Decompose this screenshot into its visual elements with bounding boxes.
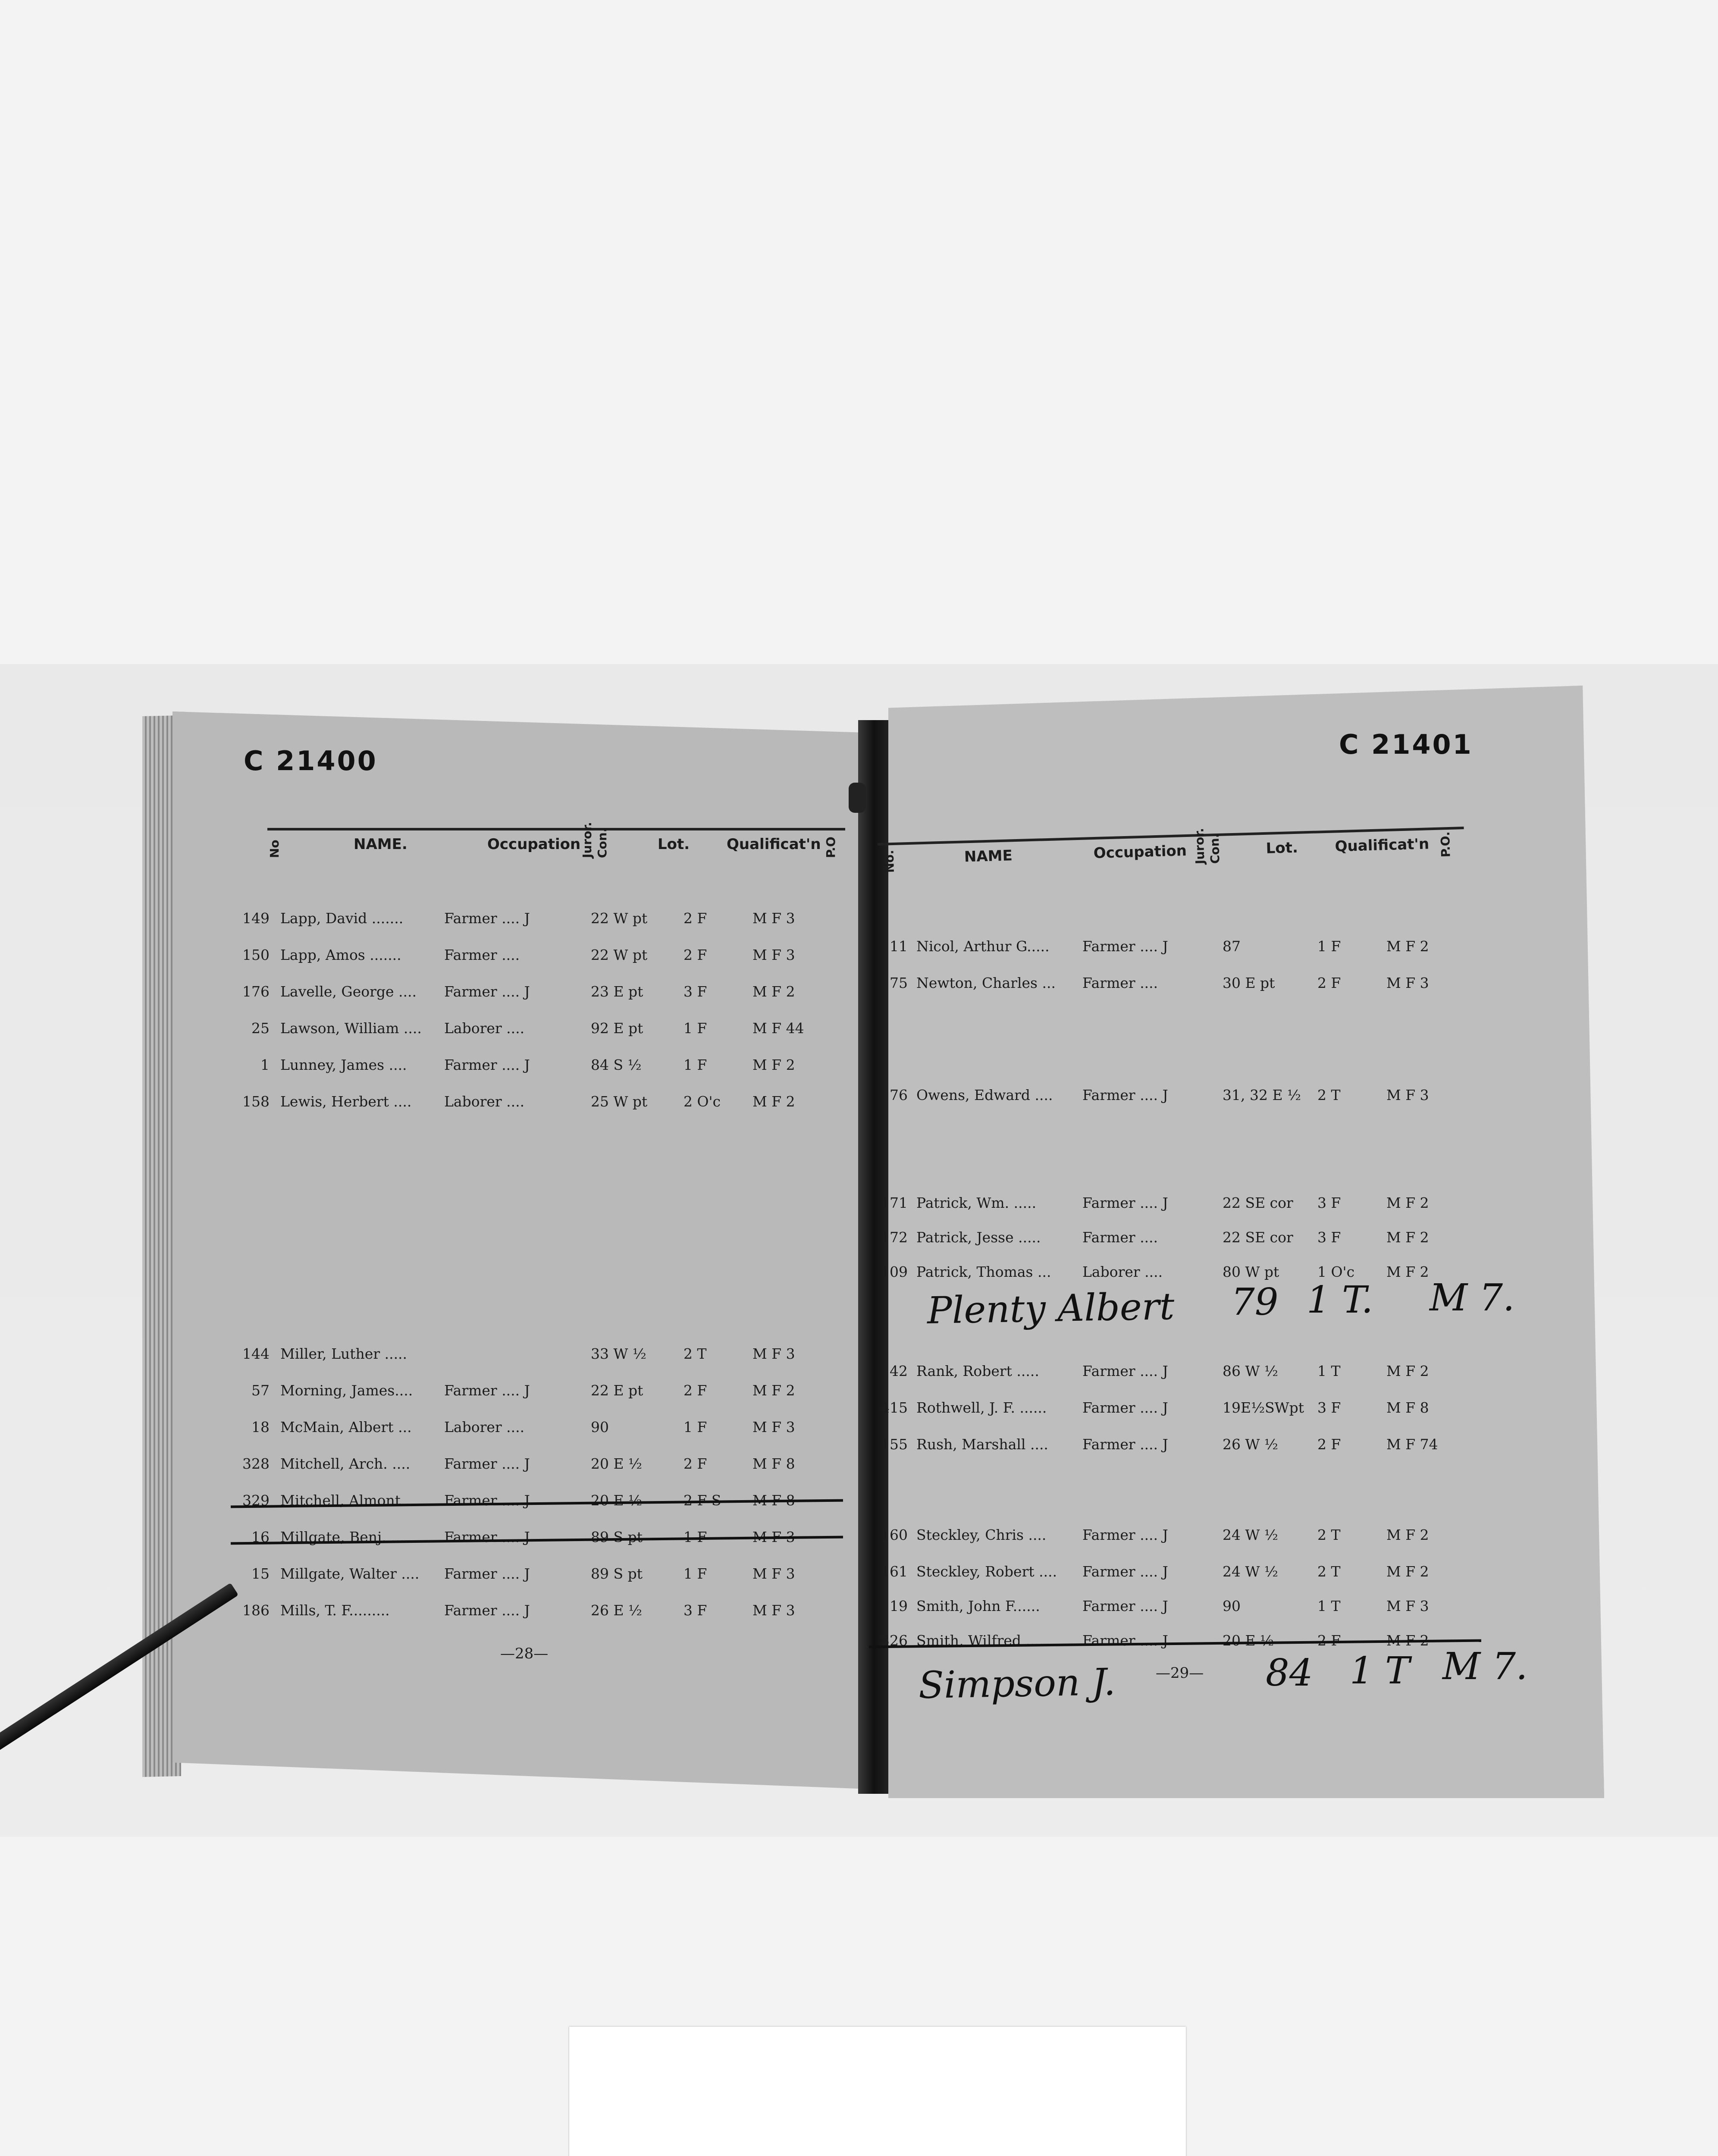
table-row: [239, 1529, 826, 1550]
cell-lot: 20 E ½: [591, 1455, 643, 1472]
cell-po: M F 8: [752, 1492, 795, 1509]
table-row: [878, 1263, 1464, 1285]
header-qualification: Qualificat'n: [1335, 835, 1430, 856]
cell-qual: 1 F: [683, 1020, 707, 1037]
cell-qual: 2 T: [683, 1345, 707, 1362]
table-row: [878, 1194, 1464, 1216]
cell-name: Steckley, Robert ....: [916, 1563, 1057, 1580]
cell-occ: Farmer .... J: [444, 1455, 530, 1472]
cell-occ: Laborer ....: [444, 1020, 525, 1037]
cell-occ: Farmer .... J: [1082, 1194, 1168, 1211]
cell-name: Mitchell, Almont ...: [280, 1492, 419, 1509]
cell-qual: 2 F: [1317, 1632, 1341, 1649]
cell-name: Lewis, Herbert ....: [280, 1093, 412, 1110]
cell-po: M F 3: [752, 1602, 795, 1619]
header-occupation: Occupation: [487, 836, 581, 853]
cell-occ: Farmer .... J: [1082, 1526, 1168, 1543]
cell-lot: 90: [1223, 1598, 1241, 1614]
cell-name: Mills, T. F.........: [280, 1602, 390, 1619]
cell-qual: 3 F: [683, 1602, 707, 1619]
cell-lot: 22 W pt: [591, 946, 648, 963]
handwritten-lot-1: 79: [1231, 1281, 1279, 1324]
cell-no: 171: [881, 1194, 908, 1211]
handwritten-name-2: Simpson J.: [918, 1661, 1116, 1707]
cell-po: M F 2: [1386, 1632, 1429, 1649]
cell-occ: Farmer .... J: [444, 910, 530, 927]
cell-po: M F 3: [1386, 1598, 1429, 1614]
cell-occ: Farmer .... J: [1082, 1087, 1168, 1103]
cell-lot: 26 E ½: [591, 1602, 643, 1619]
cell-name: Nicol, Arthur G.....: [916, 938, 1050, 955]
cell-qual: 3 F: [1317, 1399, 1341, 1416]
table-row: [239, 1382, 826, 1404]
cell-name: Lavelle, George ....: [280, 983, 417, 1000]
cell-no: 25: [251, 1020, 270, 1037]
header-no: No: [267, 840, 282, 858]
cell-no: 329: [242, 1492, 270, 1509]
cell-lot: 33 W ½: [591, 1345, 646, 1362]
cell-lot: 89 S pt: [591, 1565, 643, 1582]
cell-name: Owens, Edward ....: [916, 1087, 1053, 1103]
handwritten-qual-1: 1 T.: [1307, 1279, 1373, 1322]
cell-occ: Farmer .... J: [444, 1565, 530, 1582]
cell-po: M F 2: [752, 1093, 795, 1110]
cell-qual: 3 F: [683, 983, 707, 1000]
handwritten-lot-2: 84: [1266, 1651, 1313, 1695]
cell-po: M F 3: [752, 1529, 795, 1545]
left-table-header: [267, 822, 845, 861]
table-row: [239, 1565, 826, 1587]
cell-po: M F 2: [752, 983, 795, 1000]
cell-occ: Farmer .... J: [444, 1602, 530, 1619]
table-row: [239, 983, 826, 1005]
cell-occ: Farmer .... J: [444, 1529, 530, 1545]
cell-po: M F 3: [1386, 975, 1429, 991]
cell-no: 326: [881, 1632, 908, 1649]
cell-name: Steckley, Chris ....: [916, 1526, 1047, 1543]
cell-po: M F 74: [1386, 1436, 1438, 1453]
handwritten-name-1: Plenty Albert: [927, 1285, 1175, 1332]
table-row: [878, 1436, 1464, 1457]
cell-occ: Farmer .... J: [1082, 1363, 1168, 1379]
header-qualification: Qualificat'n: [727, 836, 821, 853]
cell-no: 172: [881, 1229, 908, 1246]
cell-qual: 2 F: [683, 910, 707, 927]
cell-qual: 3 F: [1317, 1229, 1341, 1246]
cell-name: Millgate, Walter ....: [280, 1565, 420, 1582]
cell-lot: 22 SE cor: [1223, 1194, 1293, 1211]
cell-qual: 1 F: [683, 1565, 707, 1582]
cell-lot: 89 S pt: [591, 1529, 643, 1545]
cell-qual: 1 F: [683, 1419, 707, 1435]
cell-no: 11: [890, 938, 908, 955]
cell-occ: Farmer .... J: [444, 1492, 530, 1509]
cell-no: 160: [881, 1526, 908, 1543]
cell-qual: 1 T: [1317, 1363, 1341, 1379]
header-po: P.O.: [1438, 831, 1453, 858]
cell-occ: Farmer .... J: [1082, 1632, 1168, 1649]
handwritten-po-2: M 7.: [1442, 1645, 1528, 1688]
cell-name: Smith, Wilfred ......: [916, 1632, 1053, 1649]
cell-lot: 22 W pt: [591, 910, 648, 927]
cell-lot: 92 E pt: [591, 1020, 643, 1037]
header-con: Con.: [1207, 833, 1223, 864]
cell-qual: 2 F: [683, 1382, 707, 1399]
cell-no: 158: [242, 1093, 270, 1110]
table-row: [878, 1229, 1464, 1250]
collection-label-card: [569, 2027, 1186, 2156]
cell-qual: 1 F: [683, 1056, 707, 1073]
cell-name: Mitchell, Arch. ....: [280, 1455, 411, 1472]
cell-no: 144: [242, 1345, 270, 1362]
cell-name: Smith, John F......: [916, 1598, 1040, 1614]
table-row: [878, 1399, 1464, 1421]
header-lot: Lot.: [658, 836, 690, 853]
table-row: [239, 910, 826, 931]
cell-lot: 22 SE cor: [1223, 1229, 1293, 1246]
cell-qual: 1 F: [683, 1529, 707, 1545]
handwritten-po-1: M 7.: [1430, 1276, 1515, 1319]
cell-qual: 2 F: [683, 1455, 707, 1472]
left-page-reference: C 21400: [244, 745, 378, 777]
left-page: [172, 711, 880, 1789]
header-name: NAME.: [354, 836, 408, 853]
cell-po: M F 2: [752, 1382, 795, 1399]
cell-occ: Farmer .... J: [444, 1382, 530, 1399]
cell-qual: 2 T: [1317, 1526, 1341, 1543]
cell-po: M F 44: [752, 1020, 804, 1037]
cell-lot: 24 W ½: [1223, 1563, 1278, 1580]
cell-no: 76: [890, 1087, 908, 1103]
handwritten-qual-2: 1 T: [1350, 1649, 1410, 1692]
cell-no: 150: [242, 946, 270, 963]
table-row: [878, 1363, 1464, 1384]
cell-occ: Laborer ....: [444, 1093, 525, 1110]
cell-po: M F 3: [752, 1345, 795, 1362]
cell-lot: 19E½SWpt: [1223, 1399, 1304, 1416]
cell-lot: 23 E pt: [591, 983, 643, 1000]
cell-no: 75: [890, 975, 908, 991]
cell-name: Patrick, Wm. .....: [916, 1194, 1037, 1211]
cell-po: M F 2: [752, 1056, 795, 1073]
cell-no: 109: [881, 1263, 908, 1280]
cell-lot: 90: [591, 1419, 609, 1435]
cell-qual: 2 T: [1317, 1563, 1341, 1580]
cell-qual: 1 T: [1317, 1598, 1341, 1614]
cell-po: M F 2: [1386, 1194, 1429, 1211]
cell-name: Newton, Charles ...: [916, 975, 1056, 991]
cell-lot: 26 W ½: [1223, 1436, 1278, 1453]
table-row: [239, 1056, 826, 1078]
cell-no: 16: [251, 1529, 270, 1545]
cell-po: M F 3: [1386, 1087, 1429, 1103]
table-row: [878, 975, 1464, 996]
cell-name: McMain, Albert ...: [280, 1419, 412, 1435]
cell-qual: 1 O'c: [1317, 1263, 1355, 1280]
cell-occ: Farmer .... J: [1082, 1563, 1168, 1580]
table-row: [878, 938, 1464, 959]
cell-qual: 2 T: [1317, 1087, 1341, 1103]
cell-po: M F 3: [752, 910, 795, 927]
cell-occ: Farmer ....: [1082, 1229, 1158, 1246]
cell-name: Morning, James....: [280, 1382, 413, 1399]
cell-no: 415: [881, 1399, 908, 1416]
cell-no: 19: [890, 1598, 908, 1614]
cell-po: M F 3: [752, 946, 795, 963]
cell-no: 328: [242, 1455, 270, 1472]
right-page-reference: C 21401: [1339, 729, 1473, 760]
table-row: [239, 1602, 826, 1623]
cell-no: 161: [881, 1563, 908, 1580]
cell-qual: 1 F: [1317, 938, 1341, 955]
cell-po: M F 3: [752, 1565, 795, 1582]
table-row: [239, 1345, 826, 1367]
cell-lot: 84 S ½: [591, 1056, 642, 1073]
header-lot: Lot.: [1266, 839, 1298, 857]
cell-po: M F 2: [1386, 1363, 1429, 1379]
cell-no: 186: [242, 1602, 270, 1619]
table-row: [239, 1492, 826, 1514]
header-po: P.O: [824, 837, 838, 858]
cell-lot: 86 W ½: [1223, 1363, 1278, 1379]
cell-no: 155: [881, 1436, 908, 1453]
cell-occ: Farmer ....: [444, 946, 520, 963]
cell-lot: 20 E ½: [1223, 1632, 1274, 1649]
cell-lot: 25 W pt: [591, 1093, 648, 1110]
cell-name: Rothwell, J. F. ......: [916, 1399, 1047, 1416]
cell-qual: 2 F S: [683, 1492, 721, 1509]
cell-po: M F 2: [1386, 938, 1429, 955]
cell-po: M F 8: [1386, 1399, 1429, 1416]
cell-occ: Farmer ....: [1082, 975, 1158, 991]
cell-po: M F 2: [1386, 1526, 1429, 1543]
cell-lot: 31, 32 E ½: [1223, 1087, 1301, 1103]
table-row: [878, 1598, 1464, 1619]
cell-no: 176: [242, 983, 270, 1000]
cell-lot: 87: [1223, 938, 1241, 955]
cell-occ: Farmer .... J: [1082, 1399, 1168, 1416]
header-occupation: Occupation: [1093, 842, 1187, 862]
cell-occ: Farmer .... J: [1082, 1436, 1168, 1453]
cell-name: Lunney, James ....: [280, 1056, 407, 1073]
cell-po: M F 2: [1386, 1263, 1429, 1280]
table-row: [878, 1087, 1464, 1108]
header-juror: Juror.: [1192, 827, 1207, 865]
cell-lot: 24 W ½: [1223, 1526, 1278, 1543]
cell-name: Rank, Robert .....: [916, 1363, 1039, 1379]
cell-occ: Laborer ....: [444, 1419, 525, 1435]
cell-name: Miller, Luther .....: [280, 1345, 408, 1362]
cell-name: Rush, Marshall ....: [916, 1436, 1048, 1453]
cell-no: 57: [251, 1382, 270, 1399]
cell-occ: Farmer .... J: [1082, 1598, 1168, 1614]
binding-clip: [849, 783, 866, 813]
header-no: No.: [882, 849, 897, 873]
table-row: [878, 1563, 1464, 1585]
cell-po: M F 2: [1386, 1563, 1429, 1580]
cell-po: M F 8: [752, 1455, 795, 1472]
cell-name: Lawson, William ....: [280, 1020, 422, 1037]
cell-no: 149: [242, 910, 270, 927]
cell-qual: 3 F: [1317, 1194, 1341, 1211]
cell-occ: Farmer .... J: [444, 1056, 530, 1073]
table-row: [239, 1093, 826, 1115]
table-row: [239, 1020, 826, 1041]
right-page-number: —29—: [1156, 1664, 1204, 1682]
cell-occ: Farmer .... J: [1082, 938, 1168, 955]
cell-no: 15: [251, 1565, 270, 1582]
table-row: [239, 1455, 826, 1477]
cell-lot: 30 E pt: [1223, 975, 1275, 991]
cell-lot: 80 W pt: [1223, 1263, 1279, 1280]
cell-lot: 22 E pt: [591, 1382, 643, 1399]
cell-no: 1: [260, 1056, 270, 1073]
left-page-number: —28—: [500, 1645, 549, 1662]
cell-qual: 2 F: [683, 946, 707, 963]
table-row: [239, 946, 826, 968]
cell-qual: 2 O'c: [683, 1093, 721, 1110]
cell-occ: Farmer .... J: [444, 983, 530, 1000]
cell-name: Millgate, Benj. ....: [280, 1529, 409, 1545]
cell-no: 42: [890, 1363, 908, 1379]
header-juror: Juror.: [580, 822, 594, 858]
cell-no: 18: [251, 1419, 270, 1435]
cell-qual: 2 F: [1317, 975, 1341, 991]
cell-po: M F 3: [752, 1419, 795, 1435]
table-row: [878, 1526, 1464, 1548]
cell-name: Patrick, Jesse .....: [916, 1229, 1041, 1246]
cell-name: Lapp, Amos .......: [280, 946, 401, 963]
table-row: [239, 1419, 826, 1440]
header-name: NAME: [964, 847, 1013, 866]
cell-lot: 20 E ½: [591, 1492, 643, 1509]
cell-name: Lapp, David .......: [280, 910, 404, 927]
cell-name: Patrick, Thomas ...: [916, 1263, 1051, 1280]
cell-occ: Laborer ....: [1082, 1263, 1163, 1280]
header-con: Con.: [595, 827, 609, 858]
cell-po: M F 2: [1386, 1229, 1429, 1246]
cell-qual: 2 F: [1317, 1436, 1341, 1453]
